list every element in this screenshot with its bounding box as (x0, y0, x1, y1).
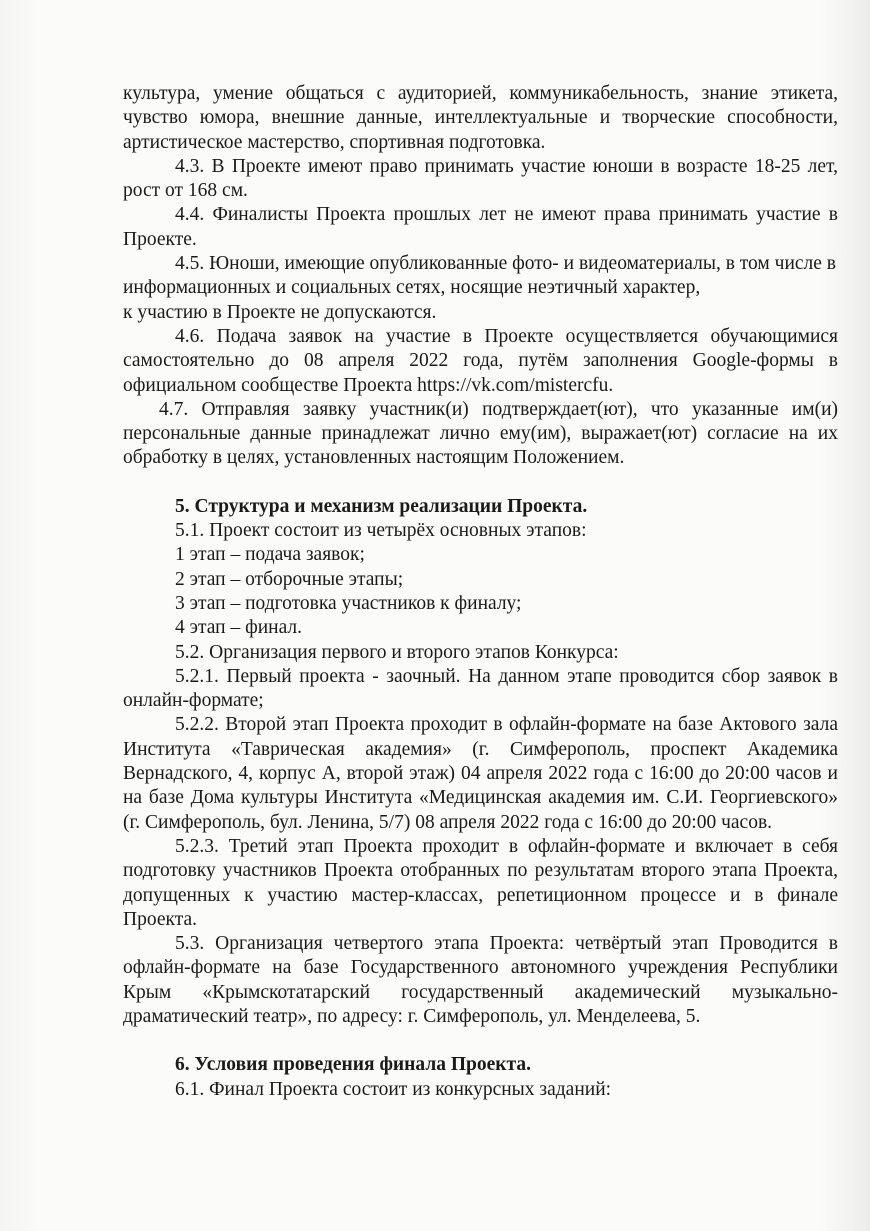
paragraph-4-5: 4.5. Юноши, имеющие опубликованные фото- и видеоматериалы, в том числе в информационных и социальных сетях, носящие неэтичный характер, (123, 253, 837, 299)
paragraph-4-2-continued: культура, умение общаться с аудиторией, коммуникабельность, знание этикета, чувство юмора, внешние данные, интеллектуальные и творческие способности, артистическое мастерство, спортивная подготовка. (123, 83, 838, 153)
stage-list-item-3: 3 этап – подготовка участников к финалу; (175, 592, 522, 614)
stage-list-item-1: 1 этап – подача заявок; (175, 544, 365, 566)
stage-list-item-4: 4 этап – финал. (175, 617, 303, 639)
paragraph-4-5-continued: к участию в Проекте не допускаются. (123, 301, 437, 323)
paragraph-4-4: 4.4. Финалисты Проекта прошлых лет не имеют права принимать участие в Проекте. (123, 204, 838, 250)
stage-list-item-2: 2 этап – отборочные этапы; (175, 568, 404, 590)
paragraph-6-1: 6.1. Финал Проекта состоит из конкурсных заданий: (175, 1078, 612, 1100)
section-5-heading: 5. Структура и механизм реализации Проекта. (175, 495, 588, 517)
paragraph-5-3: 5.3. Организация четвертого этапа Проекта: четвёртый этап Проводится в офлайн-формате на базе Государственного автономного учреждения Республики Крым «Крымскотатарский государственный академический музыкально-драматический театр», по адресу: г. Симферополь, ул. Менделеева, 5. (123, 933, 838, 1027)
paragraph-5-2-2: 5.2.2. Второй этап Проекта проходит в офлайн-формате на базе Актового зала Института «Таврическая академия» (г. Симферополь, проспект Академика Вернадского, 4, корпус А, второй этаж) 04 апреля 2022 года с 16:00 до 20:00 часов и на базе Дома культуры Института «Медицинская академия им. С.И. Георгиевского» (г. Симферополь, бул. Ленина, 5/7) 08 апреля 2022 года с 16:00 до 20:00 часов. (123, 714, 838, 833)
paragraph-4-7: 4.7. Отправляя заявку участник(и) подтверждает(ют), что указанные им(и) персональные данные принадлежат лично ему(им), выражает(ют) согласие на их обработку в целях, установленных настоящим Положением. (123, 398, 838, 469)
document-body (123, 82, 838, 1102)
paragraph-5-2-1: 5.2.1. Первый проекта - заочный. На данном этапе проводится сбор заявок в онлайн-формате; (123, 665, 838, 712)
paragraph-5-2: 5.2. Организация первого и второго этапов Конкурса: (175, 641, 619, 663)
paragraph-5-1: 5.1. Проект состоит из четырёх основных этапов: (175, 520, 587, 542)
paragraph-4-6: 4.6. Подача заявок на участие в Проекте осуществляется обучающимися самостоятельно до 08 апреля 2022 года, путём заполнения Google-формы в официальном сообществе Проекта https://vk.com/mistercfu. (123, 325, 838, 396)
paragraph-4-3: 4.3. В Проекте имеют право принимать участие юноши в возрасте 18-25 лет, рост от 168 см. (123, 155, 838, 202)
paragraph-5-2-3: 5.2.3. Третий этап Проекта проходит в офлайн-формате и включает в себя подготовку участников Проекта отобранных по результатам второго этапа Проекта, допущенных к участию мастер-классах, репетиционном процессе и в финале Проекта. (123, 835, 838, 930)
section-6-heading: 6. Условия проведения финала Проекта. (175, 1054, 531, 1076)
